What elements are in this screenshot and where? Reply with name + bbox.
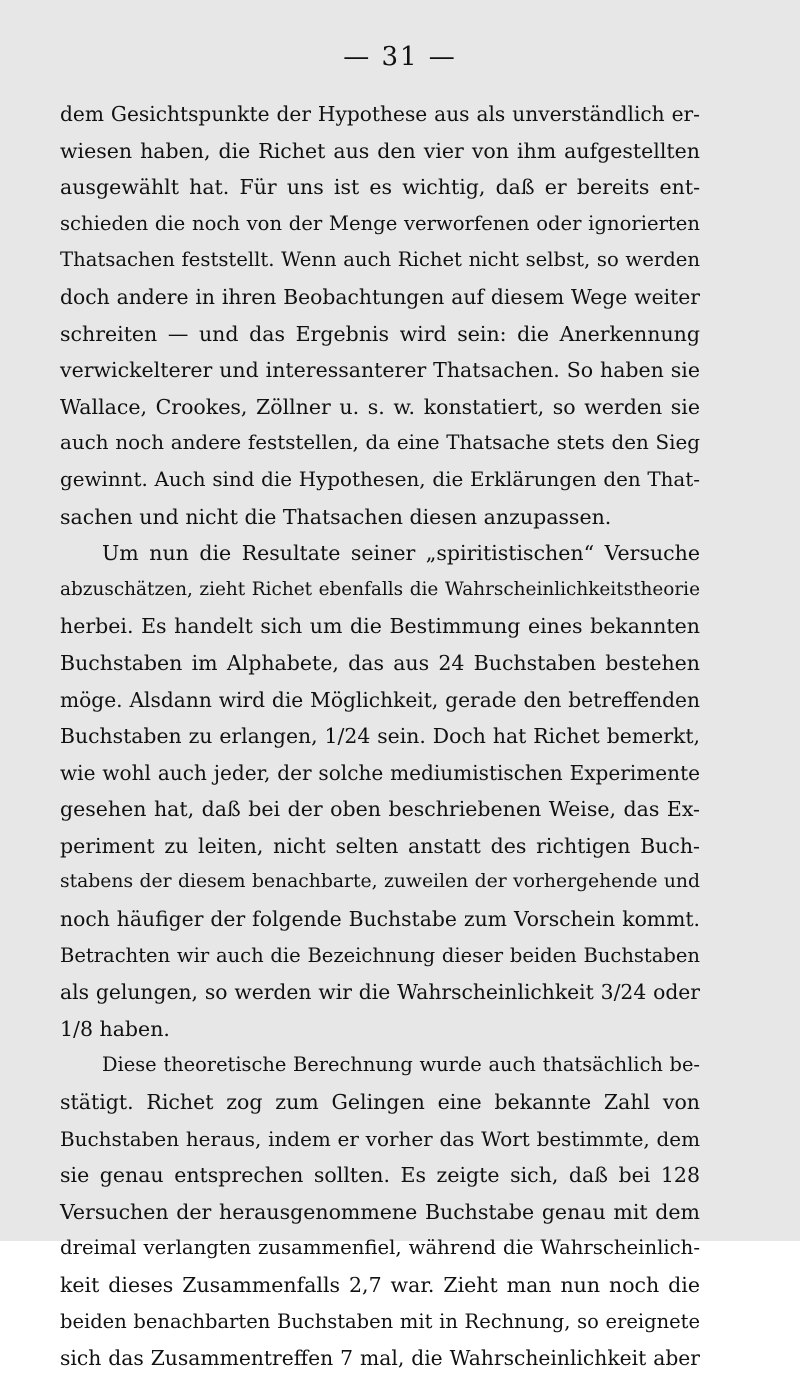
text-line: auch noch andere feststellen, da eine Thatsache stets den Sieg bbox=[60, 431, 700, 455]
text-line: abzuschätzen, zieht Richet ebenfalls die Wahrscheinlichkeitstheorie bbox=[60, 578, 700, 600]
text-line: gesehen hat, daß bei der oben beschriebenen Weise, das Ex- bbox=[60, 797, 700, 822]
text-line: verwickelterer und interessanterer Thatsachen. So haben sie bbox=[60, 358, 700, 383]
text-line: 1/8 haben. bbox=[60, 1016, 170, 1041]
text-line: schieden die noch von der Menge verworfenen oder ignorierten bbox=[60, 211, 700, 235]
text-line: gewinnt. Auch sind die Hypothesen, die Erklärungen den That- bbox=[60, 467, 700, 491]
text-line: sie genau entsprechen sollten. Es zeigte sich, daß bei 128 bbox=[60, 1163, 700, 1188]
page-number-header: — 31 — bbox=[343, 42, 457, 72]
text-line: beiden benachbarten Buchstaben mit in Rechnung, so ereignete bbox=[60, 1309, 700, 1333]
text-line: schreiten — und das Ergebnis wird sein: die Anerkennung bbox=[60, 321, 700, 346]
text-line: als gelungen, so werden wir die Wahrscheinlichkeit 3/24 oder bbox=[60, 980, 700, 1005]
text-line: wiesen haben, die Richet aus den vier von ihm aufgestellten bbox=[60, 138, 700, 163]
text-line: Betrachten wir auch die Bezeichnung dieser beiden Buchstaben bbox=[60, 943, 700, 967]
text-line: möge. Alsdann wird die Möglichkeit, gerade den betreffenden bbox=[60, 687, 700, 712]
text-line: ausgewählt hat. Für uns ist es wichtig, daß er bereits ent- bbox=[60, 175, 700, 200]
text-line: Diese theoretische Berechnung wurde auch thatsächlich be- bbox=[102, 1053, 700, 1077]
text-line: Um nun die Resultate seiner „spiritistischen“ Versuche bbox=[102, 541, 700, 566]
text-line: noch häufiger der folgende Buchstabe zum Vorschein kommt. bbox=[60, 907, 700, 932]
text-line: Buchstaben im Alphabete, das aus 24 Buchstaben bestehen bbox=[60, 650, 700, 675]
text-line: Versuchen der herausgenommene Buchstabe genau mit dem bbox=[60, 1199, 700, 1224]
text-line: doch andere in ihren Beobachtungen auf diesem Wege weiter bbox=[60, 284, 700, 309]
text-line: Buchstaben zu erlangen, 1/24 sein. Doch hat Richet bemerkt, bbox=[60, 724, 700, 749]
text-line: Wallace, Crookes, Zöllner u. s. w. konstatiert, so werden sie bbox=[60, 394, 700, 419]
text-line: sachen und nicht die Thatsachen diesen anzupassen. bbox=[60, 504, 612, 529]
text-line: dem Gesichtspunkte der Hypothese aus als unverständlich er- bbox=[60, 102, 700, 126]
text-line: stabens der diesem benachbarte, zuweilen der vorhergehende und bbox=[60, 871, 700, 893]
text-line: stätigt. Richet zog zum Gelingen eine bekannte Zahl von bbox=[60, 1090, 700, 1115]
text-line: Buchstaben heraus, indem er vorher das Wort bestimmte, dem bbox=[60, 1126, 700, 1151]
text-line: wie wohl auch jeder, der solche mediumistischen Experimente bbox=[60, 760, 700, 785]
text-line: Thatsachen feststellt. Wenn auch Richet nicht selbst, so werden bbox=[60, 248, 700, 272]
text-line: keit dieses Zusammenfalls 2,7 war. Zieht man nun noch die bbox=[60, 1273, 700, 1297]
text-line: dreimal verlangten zusammenfiel, während die Wahrscheinlich- bbox=[60, 1236, 700, 1260]
text-line: periment zu leiten, nicht selten anstatt des richtigen Buch- bbox=[60, 833, 700, 858]
text-line: sich das Zusammentreffen 7 mal, die Wahrscheinlichkeit aber bbox=[60, 1346, 700, 1371]
text-line: herbei. Es handelt sich um die Bestimmung eines bekannten bbox=[60, 614, 700, 639]
body-text bbox=[60, 96, 700, 1377]
